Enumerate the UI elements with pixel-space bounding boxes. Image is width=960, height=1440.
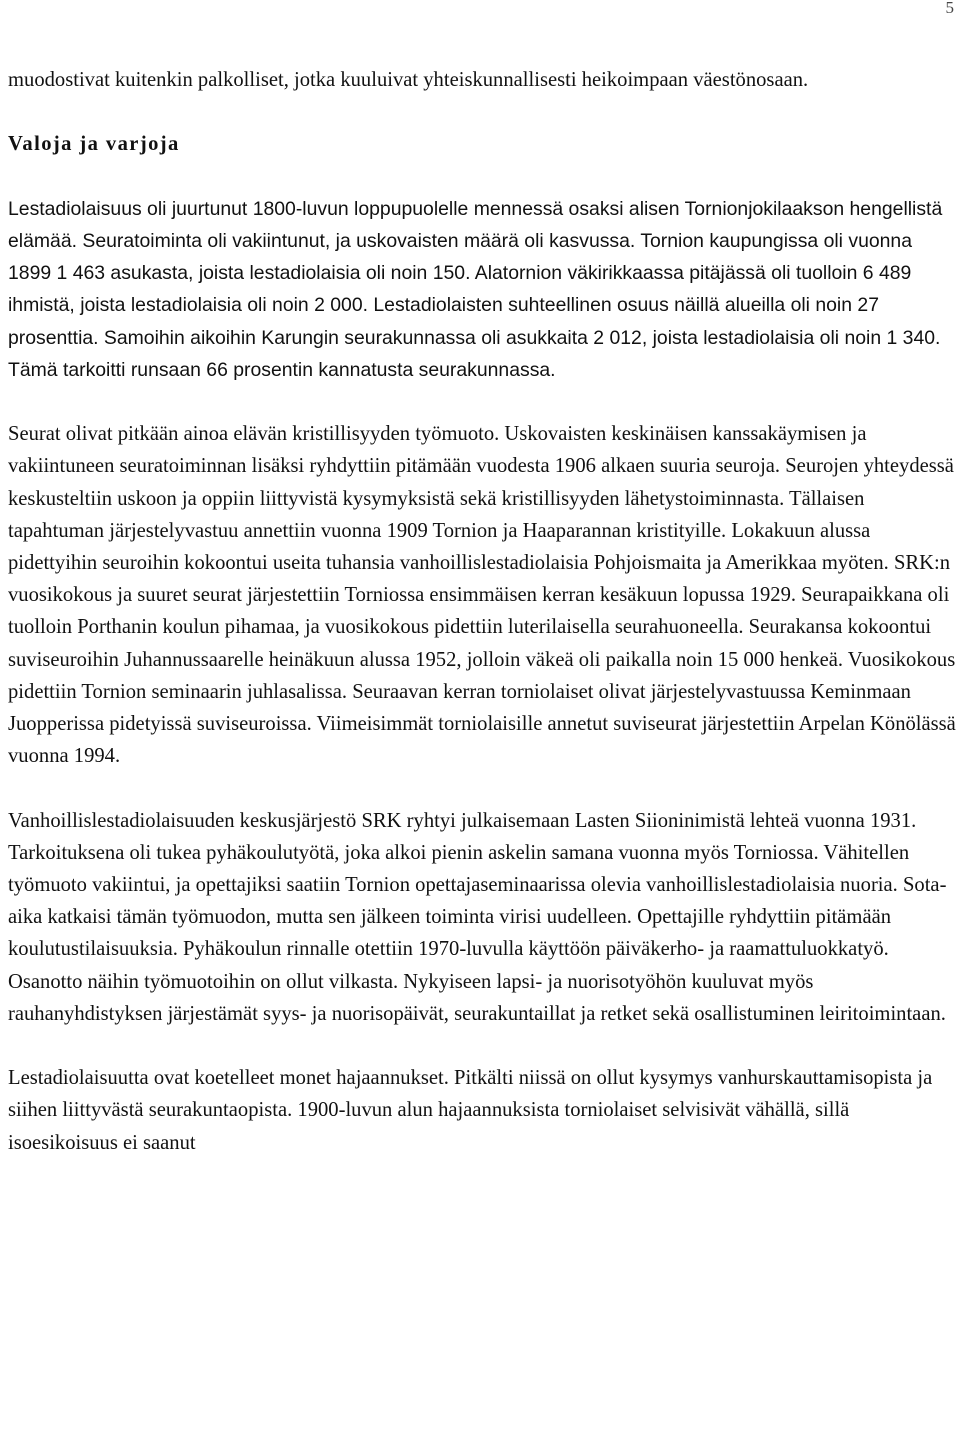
paragraph-seurat: Seurat olivat pitkään ainoa elävän kristillisyyden työmuoto. Uskovaisten keskinäisen kanssakäymisen ja vakiintuneen seuratoiminnan lisäksi ryhdyttiin pitämään vuodesta 1906 alkaen suuria seuroja. Seurojen yhteydessä keskusteltiin uskoon ja oppiin liittyvistä kysymyksistä sekä kristillisyyden lähetystoiminnasta. Tällaisen tapahtuman järjestelyvastuu annettiin vuonna 1909 Tornion ja Haaparannan kristityille. Lokakuun alussa pidettyihin seuroihin kokoontui useita tuhansia vanhoillislestadiolaisia Pohjoismaita ja Amerikkaa myöten. SRK:n vuosikokous ja suuret seurat järjestettiin Torniossa ensimmäisen kerran kesäkuun lopussa 1929. Seurapaikkana oli tuolloin Porthanin koulun pihamaa, ja vuosikokous pidettiin luterilaisella seurahuoneella. Seurakansa kokoontui suviseuroihin Juhannussaarelle heinäkuun alussa 1952, jolloin väkeä oli paikalla noin 15 000 henkeä. Vuosikokous pidettiin Tornion seminaarin juhlasalissa. Seuraavan kerran torniolaiset olivat järjestelyvastuussa Keminmaan Juopperissa pidetyissä suviseuroissa. Viimeisimmät torniolaisille annetut suviseurat järjestettiin Arpelan Könölässä vuonna 1994. [8, 423, 956, 768]
paragraph-pyhakoulu: Vanhoillislestadiolaisuuden keskusjärjestö SRK ryhtyi julkaisemaan Lasten Siioninimistä lehteä vuonna 1931. Tarkoituksena oli tukea pyhäkoulutyötä, joka alkoi pienin askelin samana vuonna myös Torniossa. Vähitellen työmuoto vakiintui, ja opettajiksi saatiin Tornion opettajaseminaarissa olevia vanhoillislestadiolaisia nuoria. Sota-aika katkaisi tämän työmuodon, mutta sen jälkeen toiminta virisi uudelleen. Opettajille ryhdyttiin pitämään koulutustilaisuuksia. Pyhäkoulun rinnalle otettiin 1970-luvulla käyttöön päiväkerho- ja raamattuluokkatyö. Osanotto näihin työmuotoihin on ollut vilkasta. Nykyiseen lapsi- ja nuorisotyöhön kuuluvat myös rauhanyhdistyksen järjestämät syys- ja nuorisopäivät, seurakuntaillat ja retket sekä osallistuminen leiritoimintaan. [8, 809, 947, 1025]
paragraph-continuation: muodostivat kuitenkin palkolliset, jotka kuuluivat yhteiskunnallisesti heikoimpaan väestönosaan. [8, 69, 809, 91]
page-number: 5 [945, 0, 954, 17]
paragraph-hajaannukset: Lestadiolaisuutta ovat koetelleet monet hajaannukset. Pitkälti niissä on ollut kysymys vanhurskauttamisopista ja siihen liittyvästä seurakuntaopista. 1900-luvun alun hajaannuksista torniolaiset selvisivät vähällä, sillä isoesikoisuus ei saanut [8, 1067, 933, 1154]
paragraph-lestadiolaisuus-body: Seuratoiminta oli vakiintunut, ja uskovaisten määrä oli kasvussa. Tornion kaupungissa oli vuonna 1899 1 463 asukasta, joista lestadiolaisia oli noin 150. Alatornion väkirikkaassa pitäjässä oli tuolloin 6 489 ihmistä, joista lestadiolaisia oli noin 2 000. Lestadiolaisten suhteellinen osuus näillä alueilla oli noin 27 prosenttia. Samoihin aikoihin Karungin seurakunnassa oli asukkaita 2 012, joista lestadiolaisia oli noin 1 340. Tämä tarkoitti runsaan 66 prosentin kannatusta seurakunnassa. [8, 229, 941, 381]
section-heading: Valoja ja varjoja [8, 133, 180, 156]
paragraph-lestadiolaisuus [8, 193, 956, 386]
document-body [8, 64, 956, 1191]
paragraph-lestadiolaisuus-lead: Lestadiolaisuus oli juurtunut 1800-luvun loppupuolelle mennessä osaksi alisen Tornionjokilaakson hengellistä elämää. [8, 197, 943, 252]
